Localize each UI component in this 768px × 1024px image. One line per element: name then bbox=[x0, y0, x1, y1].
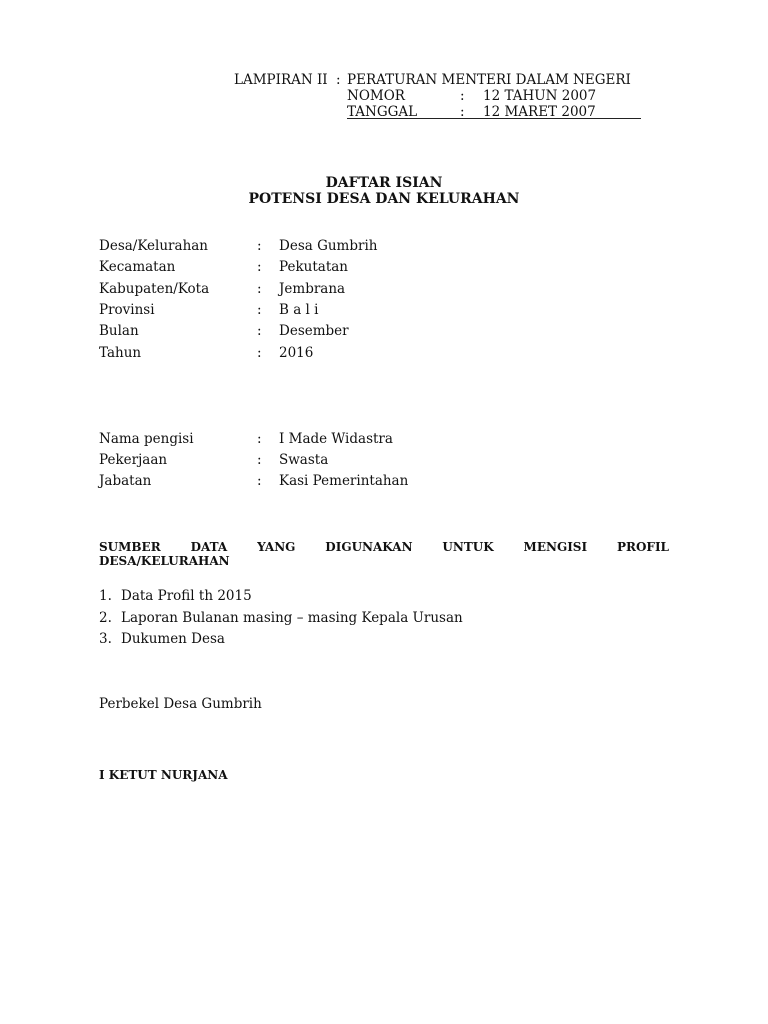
lampiran-value: PERATURAN MENTERI DALAM NEGERI bbox=[347, 72, 631, 88]
nomor-value: 12 TAHUN 2007 bbox=[483, 88, 597, 104]
field-label-pekerjaan: Pekerjaan bbox=[99, 452, 168, 468]
list-item-number: 3. bbox=[99, 631, 112, 647]
list-item: Laporan Bulanan masing – masing Kepala Urusan bbox=[121, 610, 463, 626]
list-item: Dukumen Desa bbox=[121, 631, 225, 647]
field-value-nama-pengisi: I Made Widastra bbox=[279, 431, 393, 447]
tanggal-label: TANGGAL bbox=[347, 104, 418, 120]
field-value-kabupaten: Jembrana bbox=[279, 281, 346, 297]
document-subtitle: POTENSI DESA DAN KELURAHAN bbox=[248, 191, 520, 207]
heading-word: MENGISI bbox=[523, 540, 588, 554]
heading-word: DATA bbox=[190, 540, 228, 554]
heading-word: UNTUK bbox=[442, 540, 494, 554]
field-colon: : bbox=[257, 323, 262, 339]
field-label-jabatan: Jabatan bbox=[99, 473, 152, 489]
field-label-kecamatan: Kecamatan bbox=[99, 259, 176, 275]
header-underline bbox=[347, 118, 641, 119]
field-colon: : bbox=[257, 281, 262, 297]
heading-word: PROFIL bbox=[616, 540, 669, 554]
field-colon: : bbox=[257, 345, 262, 361]
field-colon: : bbox=[257, 302, 262, 318]
field-colon: : bbox=[257, 452, 262, 468]
field-colon: : bbox=[257, 259, 262, 275]
field-value-provinsi: B a l i bbox=[279, 302, 319, 318]
list-item-number: 2. bbox=[99, 610, 112, 626]
field-label-kabupaten: Kabupaten/Kota bbox=[99, 281, 210, 297]
field-label-provinsi: Provinsi bbox=[99, 302, 155, 318]
signatory-title: Perbekel Desa Gumbrih bbox=[99, 696, 262, 712]
nomor-label: NOMOR bbox=[347, 88, 405, 104]
field-colon: : bbox=[257, 473, 262, 489]
heading-word: DIGUNAKAN bbox=[325, 540, 413, 554]
heading-word: YANG bbox=[257, 540, 296, 554]
tanggal-colon: : bbox=[460, 104, 465, 120]
signatory-name: I KETUT NURJANA bbox=[99, 768, 228, 782]
lampiran-label: LAMPIRAN II bbox=[234, 72, 328, 88]
document-title: DAFTAR ISIAN bbox=[325, 175, 443, 191]
field-colon: : bbox=[257, 238, 262, 254]
tanggal-value: 12 MARET 2007 bbox=[483, 104, 596, 120]
field-label-bulan: Bulan bbox=[99, 323, 139, 339]
sumber-data-heading bbox=[99, 540, 669, 568]
field-value-kecamatan: Pekutatan bbox=[279, 259, 348, 275]
list-item-number: 1. bbox=[99, 588, 112, 604]
field-value-pekerjaan: Swasta bbox=[279, 452, 329, 468]
field-label-nama-pengisi: Nama pengisi bbox=[99, 431, 194, 447]
field-label-tahun: Tahun bbox=[99, 345, 142, 361]
field-value-bulan: Desember bbox=[279, 323, 349, 339]
field-value-jabatan: Kasi Pemerintahan bbox=[279, 473, 409, 489]
nomor-colon: : bbox=[460, 88, 465, 104]
lampiran-colon: : bbox=[336, 72, 341, 88]
list-item: Data Profil th 2015 bbox=[121, 588, 252, 604]
field-label-desa: Desa/Kelurahan bbox=[99, 238, 209, 254]
heading-line-2: DESA/KELURAHAN bbox=[99, 554, 230, 568]
field-value-tahun: 2016 bbox=[279, 345, 314, 361]
heading-word: SUMBER bbox=[99, 540, 161, 554]
field-colon: : bbox=[257, 431, 262, 447]
field-value-desa: Desa Gumbrih bbox=[279, 238, 378, 254]
